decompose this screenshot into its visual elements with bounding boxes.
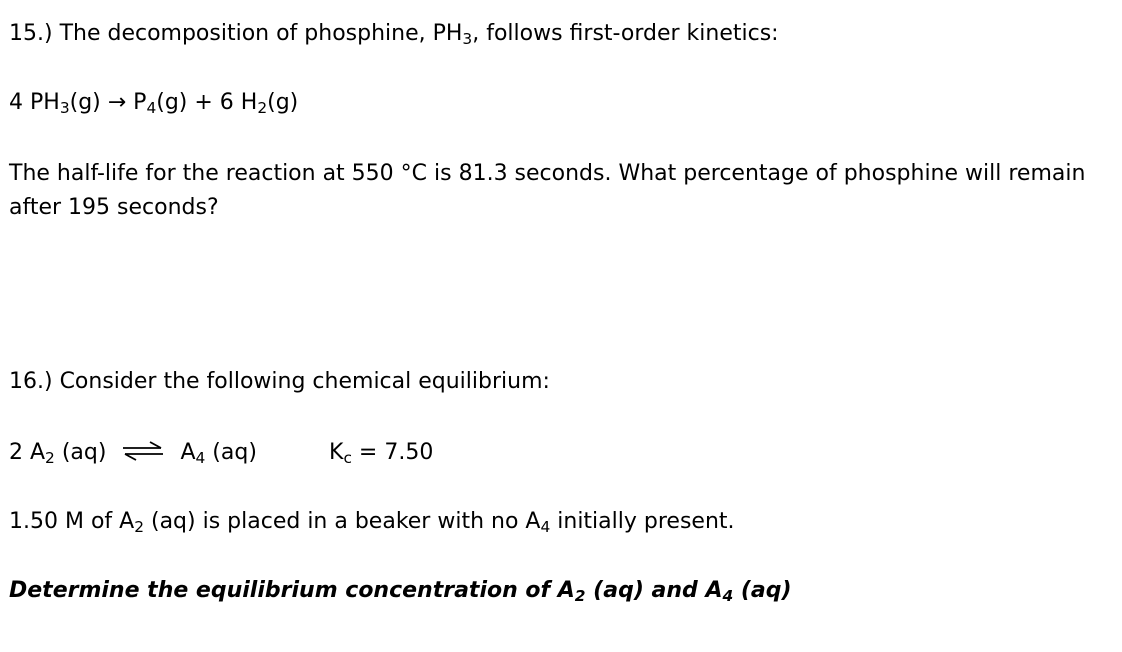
subscript: 4 [722, 587, 734, 605]
q16-setup [9, 508, 735, 536]
equilibrium-arrow-icon [121, 441, 165, 461]
subscript: 4 [195, 449, 206, 467]
equation-text: (g) → P [69, 90, 147, 115]
setup-text: 1.50 M of A [9, 509, 135, 534]
q15-heading-text: , follows first-order kinetics: [472, 21, 779, 46]
subscript: 3 [462, 30, 473, 48]
subscript: c [343, 449, 352, 467]
equation-text: (g) [267, 90, 299, 115]
equation-text: (aq) [205, 440, 257, 465]
q15-question: The half-life for the reaction at 550 °C is 81.3 seconds. What percentage of phosphine will remain after 195 seconds? [9, 161, 1086, 220]
subscript: 2 [574, 587, 586, 605]
task-text: (aq) and A [585, 578, 723, 603]
task-text: (aq) [733, 578, 792, 603]
q15-heading [9, 20, 779, 48]
q16-heading: 16.) Consider the following chemical equilibrium: [9, 369, 550, 394]
q15-heading-text: 15.) The decomposition of phosphine, PH [9, 21, 463, 46]
setup-text: initially present. [550, 509, 735, 534]
equation-text: (g) + 6 H [156, 90, 258, 115]
q16-task [9, 577, 792, 605]
subscript: 2 [134, 518, 144, 536]
subscript: 4 [146, 99, 157, 117]
subscript: 4 [540, 518, 551, 536]
equilibrium-constant [329, 439, 433, 467]
q16-equation [9, 439, 1089, 467]
subscript: 2 [257, 99, 268, 117]
task-text: Determine the equilibrium concentration of A [9, 578, 575, 603]
kc-label: K [329, 440, 344, 465]
q15-equation [9, 89, 298, 117]
subscript: 3 [59, 99, 70, 117]
equation-text: 4 PH [9, 90, 60, 115]
subscript: 2 [45, 449, 55, 467]
setup-text: (aq) is placed in a beaker with no A [144, 509, 541, 534]
equation-text: (aq) [54, 440, 107, 465]
equation-text: 2 A [9, 440, 46, 465]
equation-text: A [180, 440, 196, 465]
kc-value: = 7.50 [351, 440, 434, 465]
